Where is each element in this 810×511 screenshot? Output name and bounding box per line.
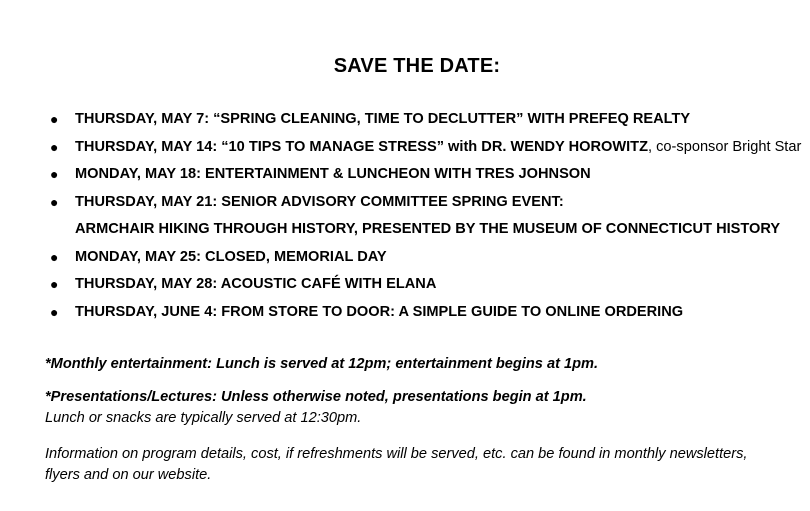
bullet-icon: ● [50,193,59,210]
event-note: , co-sponsor Bright Star [648,138,802,155]
list-item [0,271,810,299]
event-title: MONDAY, MAY 18: ENTERTAINMENT & LUNCHEON WITH TRES JOHNSON [75,166,591,182]
page-title: SAVE THE DATE: [333,55,501,77]
list-item [0,189,810,244]
list-item [0,106,810,134]
event-continuation: ARMCHAIR HIKING THROUGH HISTORY, PRESENTED BY THE MUSEUM OF CONNECTICUT HISTORY [75,221,781,237]
info-note-line-2: flyers and on our website. [45,467,212,483]
info-note-line-1: Information on program details, cost, if refreshments will be served, etc. can be found in monthly newsletters, [45,446,748,462]
bullet-icon: ● [50,166,59,182]
entertainment-note: *Monthly entertainment: Lunch is served at 12pm; entertainment begins at 1pm. [45,356,599,372]
list-item [0,299,810,327]
presentations-note: *Presentations/Lectures: Unless otherwise noted, presentations begin at 1pm. [45,389,587,405]
event-title: THURSDAY, MAY 7: “SPRING CLEANING, TIME TO DECLUTTER” WITH PREFEQ REALTY [75,111,691,127]
event-title: THURSDAY, MAY 28: ACOUSTIC CAFÉ WITH ELANA [75,276,437,292]
bullet-icon: ● [50,138,59,155]
event-list [0,106,810,326]
list-item [0,161,810,189]
event-title: THURSDAY, MAY 14: “10 TIPS TO MANAGE STRESS” with DR. WENDY HOROWITZ [75,138,649,155]
event-title: THURSDAY, JUNE 4: FROM STORE TO DOOR: A SIMPLE GUIDE TO ONLINE ORDERING [75,303,684,320]
bullet-icon: ● [50,276,59,292]
bullet-icon: ● [50,248,59,265]
lunch-note: Lunch or snacks are typically served at 12:30pm. [45,410,362,426]
event-title: THURSDAY, MAY 21: SENIOR ADVISORY COMMITTEE SPRING EVENT: [75,193,564,210]
bullet-icon: ● [50,303,59,320]
bullet-icon: ● [50,111,59,127]
event-title: MONDAY, MAY 25: CLOSED, MEMORIAL DAY [75,248,387,265]
list-item [0,244,810,272]
list-item [0,134,810,162]
